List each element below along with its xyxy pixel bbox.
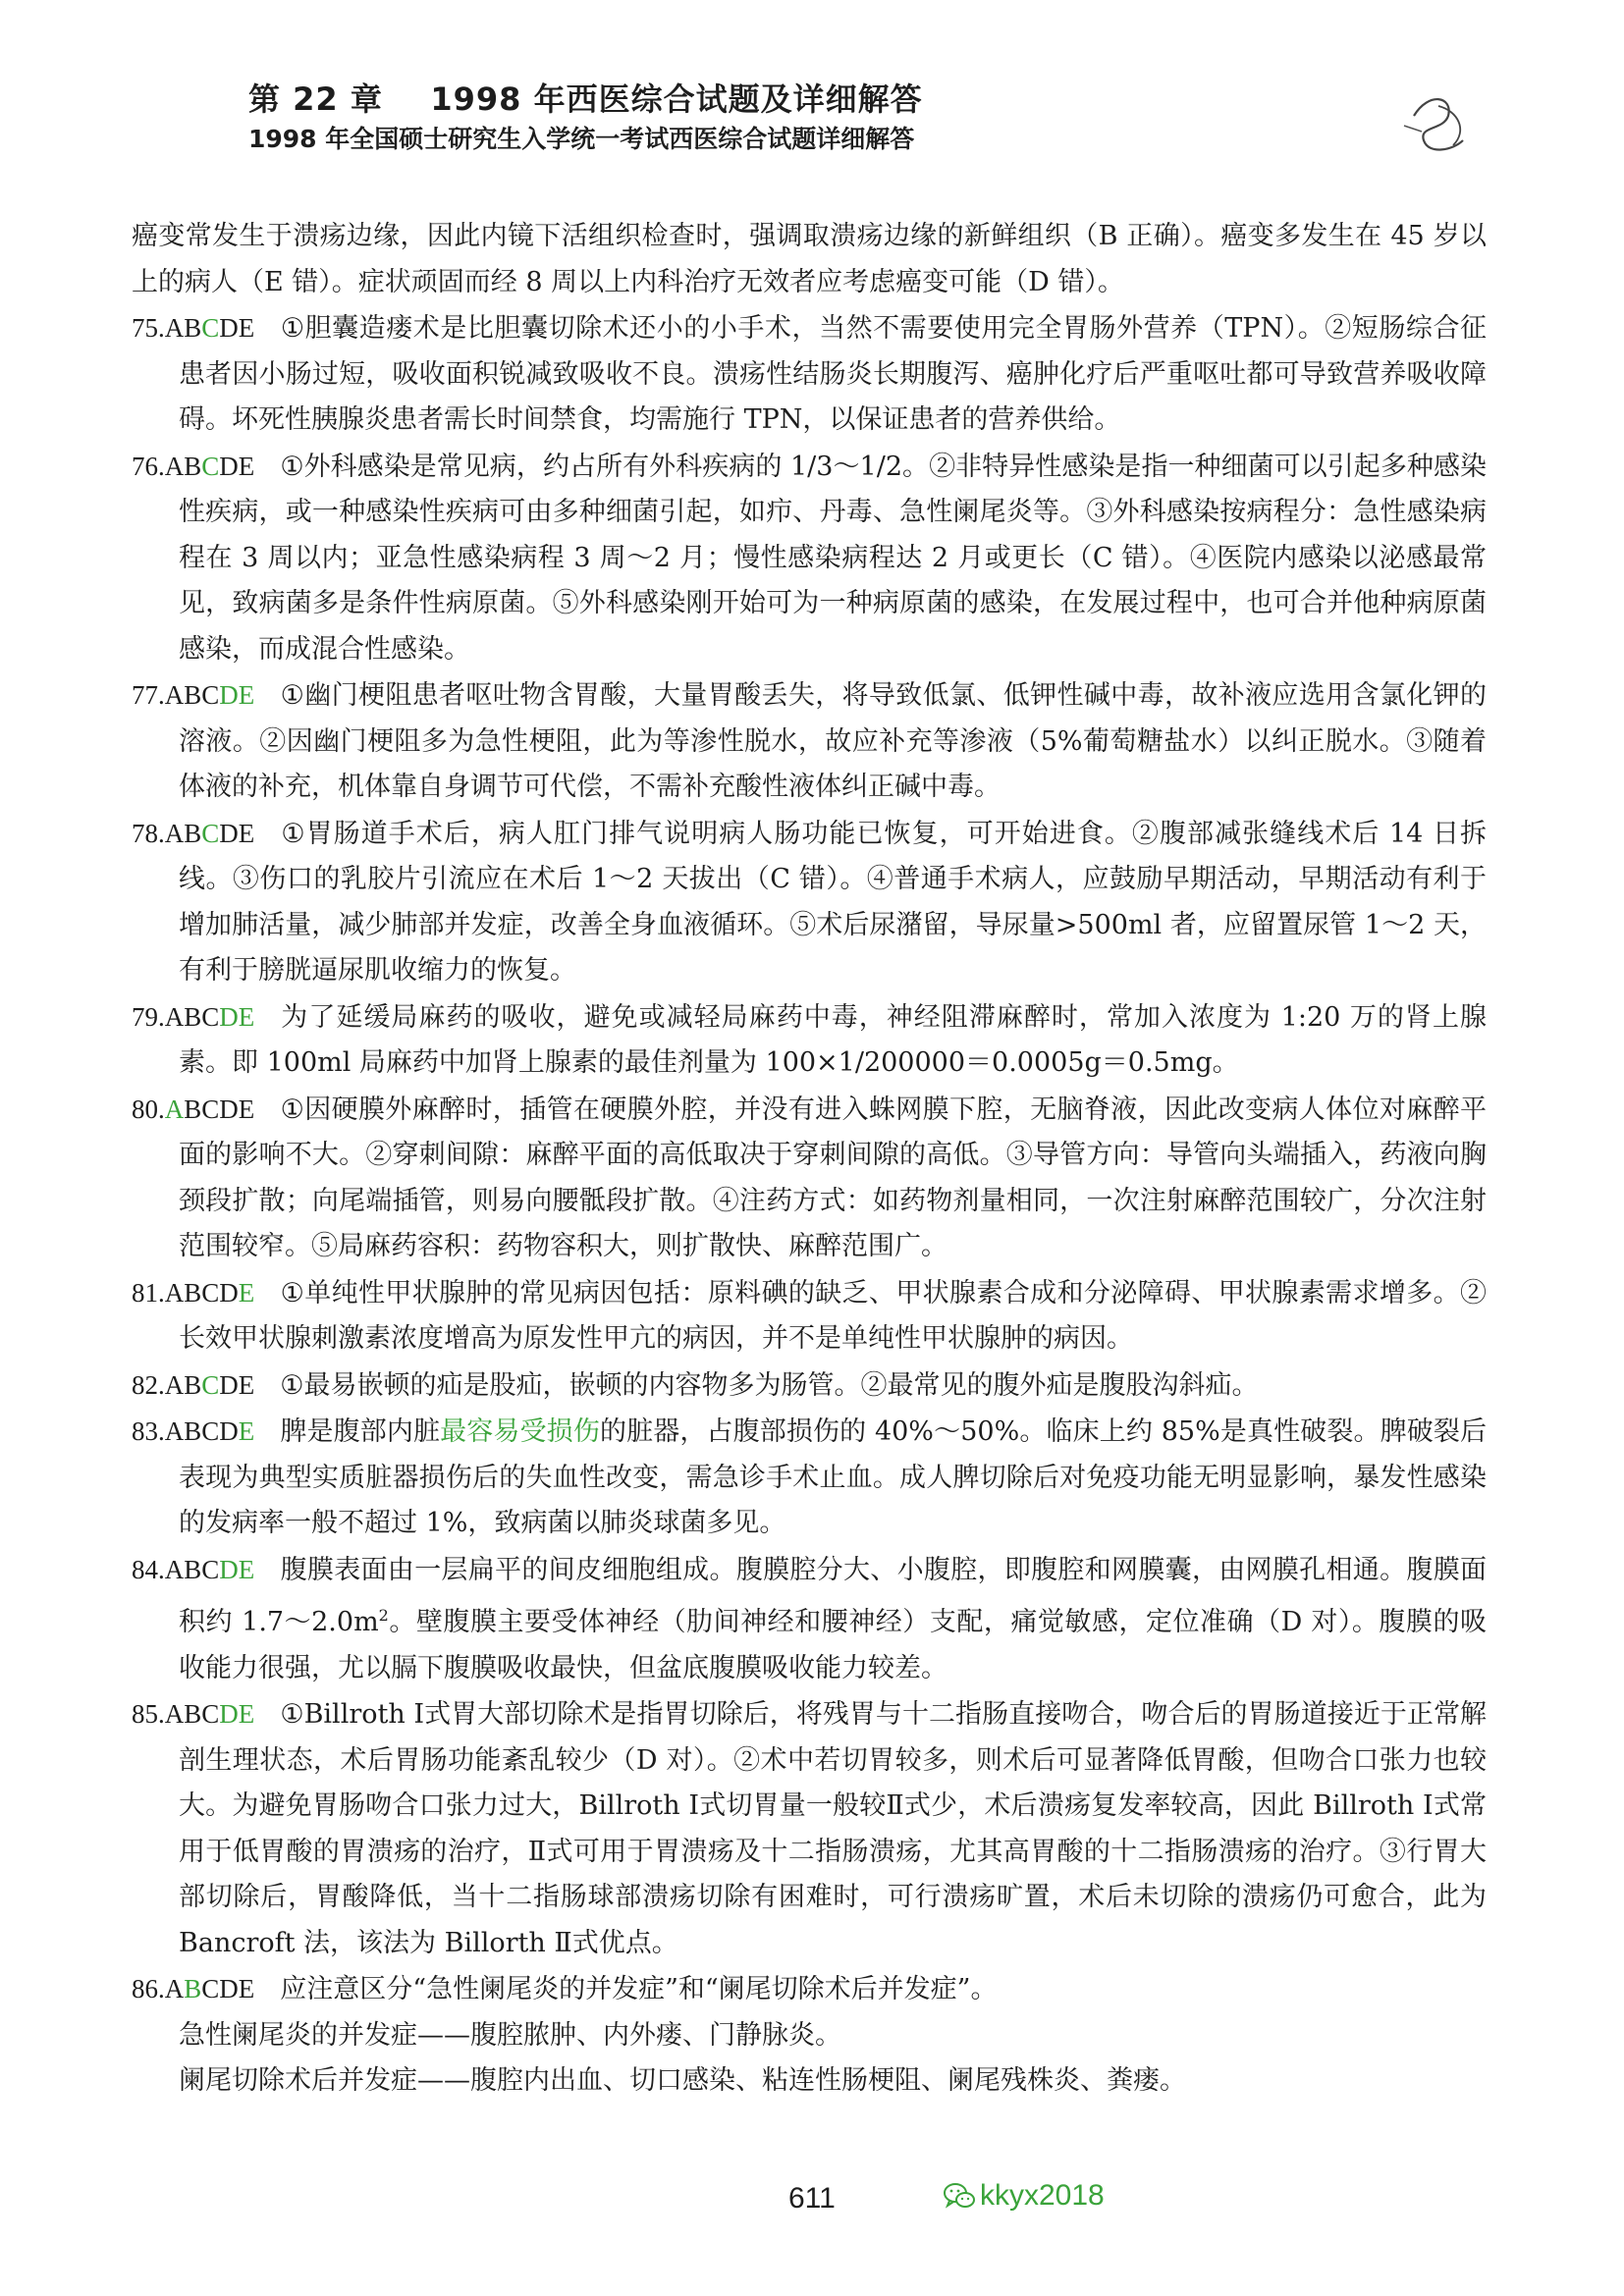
question-number: 82. [132,1369,165,1400]
answer-item-84 [132,1547,1487,1692]
answer-choices: ABCDE [164,1974,255,2003]
answer-item-78 [132,811,1487,994]
correct-answer: C [201,818,220,848]
correct-answer: C [201,313,220,343]
explanation-text-continued: 。壁腹膜主要受体神经（肋间神经和腰神经）支配，痛觉敏感，定位准确（D 对）。腹膜的吸收能力很强，尤以膈下腹膜吸收最快，但盆底腹膜吸收能力较差。 [179,1607,1487,1683]
explanation-text: 腹膜表面由一层扁平的间皮细胞组成。腹膜腔分大、小腹腔，即腹腔和网膜囊，由网膜孔相通。腹膜面积约 1.7～2.0m [179,1554,1487,1637]
answer-choices: ABCDE [164,1416,255,1446]
page-number: 611 [788,2182,836,2215]
exam-subtitle: 1998 年全国硕士研究生入学统一考试西医综合试题详细解答 [248,125,915,153]
answer-item-82 [132,1362,1487,1410]
wechat-icon [943,2181,976,2211]
answer-item-85 [132,1691,1487,1966]
complication-line-1: 急性阑尾炎的并发症——腹腔脓肿、内外瘘、门静脉炎。 [179,2019,841,2051]
correct-answer: B [184,1974,202,2003]
explanation-text: 应注意区分“急性阑尾炎的并发症”和“阑尾切除术后并发症”。 [280,1974,998,2004]
answer-choices: ABCDE [164,1277,255,1308]
answer-choices: ABCDE [164,1001,255,1032]
answer-item-80 [132,1087,1487,1270]
explanation-text: ①幽门梗阻患者呕吐物含胃酸，大量胃酸丢失，将导致低氯、低钾性碱中毒，故补液应选用含氯化钾的溶液。②因幽门梗阻多为急性梗阻，此为等渗性脱水，故应补充等渗液（5%葡萄糖盐水）以纠正脱水。③随着体液的补充，机体靠自身调节可代偿，不需补充酸性液体纠正碱中毒。 [179,680,1487,802]
handwritten-scribble-icon [1394,86,1483,165]
answer-content [132,214,1487,2105]
watermark-text: kkyx2018 [980,2179,1105,2212]
answer-item-81 [132,1270,1487,1362]
answer-choices: ABCDE [164,818,255,848]
page-header [248,79,1427,157]
correct-answer: DE [219,1699,255,1729]
question-number: 86. [132,1974,165,2003]
answer-choices: ABCDE [164,1699,255,1729]
explanation-text: ①因硬膜外麻醉时，插管在硬膜外腔，并没有进入蛛网膜下腔，无脑脊液，因此改变病人体位对麻醉平面的影响不大。②穿刺间隙：麻醉平面的高低取决于穿刺间隙的高低。③导管方向：导管向头端插入，药液向胸颈段扩散；向尾端插管，则易向腰骶段扩散。④注药方式：如药物剂量相同，一次注射麻醉范围较广，分次注射范围较窄。⑤局麻药容积：药物容积大，则扩散快、麻醉范围广。 [179,1094,1487,1261]
intro-paragraph: 癌变常发生于溃疡边缘，因此内镜下活组织检查时，强调取溃疡边缘的新鲜组织（B 正确）。癌变多发生在 45 岁以上的病人（E 错）。症状顽固而经 8 周以上内科治疗无效者应考虑癌变可能（D 错）。 [132,221,1487,297]
question-number: 83. [132,1416,165,1446]
question-number: 76. [132,451,165,481]
correct-answer: DE [219,680,255,710]
question-number: 75. [132,313,165,343]
answer-item-79 [132,994,1487,1087]
explanation-text-continued: 的脏器，占腹部损伤的 40%～50%。临床上约 85%是真性破裂。脾破裂后表现为典型实质脏器损伤后的失血性改变，需急诊手术止血。成人脾切除后对免疫功能无明显影响，暴发性感染的发病率一般不超过 1%，致病菌以肺炎球菌多见。 [179,1416,1488,1538]
correct-answer: E [238,1416,255,1446]
question-number: 78. [132,818,165,848]
chapter-title: 第 22 章 1998 年西医综合试题及详细解答 [248,80,923,118]
explanation-text: ①胃肠道手术后，病人肛门排气说明病人肠功能已恢复，可开始进食。②腹部减张缝线术后 14 日拆线。③伤口的乳胶片引流应在术后 1～2 天拔出（C 错）。④普通手术病人，应鼓励早期活动，早期活动有利于增加肺活量，减少肺部并发症，改善全身血液循环。⑤术后尿潴留，导尿量>500ml 者，应留置尿管 1～2 天，有利于膀胱逼尿肌收缩力的恢复。 [179,818,1487,986]
answer-item-86 [132,1966,1487,2013]
question-number: 80. [132,1094,165,1124]
question-number: 79. [132,1001,165,1032]
watermark [943,2179,1105,2213]
correct-answer: DE [219,1001,255,1032]
answer-item-75 [132,305,1487,444]
correct-answer: DE [219,1554,255,1584]
correct-answer: C [201,1369,220,1400]
answer-item-77 [132,672,1487,811]
answer-item-76 [132,444,1487,673]
complication-line-2: 阑尾切除术后并发症——腹腔内出血、切口感染、粘连性肠梗阻、阑尾残株炎、粪瘘。 [179,2065,1186,2096]
explanation-text: ①胆囊造瘘术是比胆囊切除术还小的小手术，当然不需要使用完全胃肠外营养（TPN）。②短肠综合征患者因小肠过短，吸收面积锐减致吸收不良。溃疡性结肠炎长期腹泻、癌肿化疗后严重呕吐都可导致营养吸收障碍。坏死性胰腺炎患者需长时间禁食，均需施行 TPN，以保证患者的营养供给。 [179,313,1487,435]
answer-choices: ABCDE [164,1554,255,1584]
explanation-text: ①外科感染是常见病，约占所有外科疾病的 1/3～1/2。②非特异性感染是指一种细菌可以引起多种感染性疾病，或一种感染性疾病可由多种细菌引起，如疖、丹毒、急性阑尾炎等。③外科感染按病程分：急性感染病程在 3 周以内；亚急性感染病程 3 周～2 月；慢性感染病程达 2 月或更长（C 错）。④医院内感染以泌感最常见，致病菌多是条件性病原菌。⑤外科感染刚开始可为一种病原菌的感染，在发展过程中，也可合并他种病原菌感染，而成混合性感染。 [179,451,1487,665]
explanation-text: 脾是腹部内脏 [280,1416,441,1447]
correct-answer: C [201,451,220,481]
correct-answer: E [238,1277,255,1308]
explanation-text: ①Billroth Ⅰ式胃大部切除术是指胃切除后，将残胃与十二指肠直接吻合，吻合后的胃肠道接近于正常解剖生理状态，术后胃肠功能紊乱较少（D 对）。②术中若切胃较多，则术后可显著降低胃酸，但吻合口张力也较大。为避免胃肠吻合口张力过大，Billroth Ⅰ式切胃量一般较Ⅱ式少，术后溃疡复发率较高，因此 Billroth Ⅰ式常用于低胃酸的胃溃疡的治疗，Ⅱ式可用于胃溃疡及十二指肠溃疡，尤其高胃酸的十二指肠溃疡的治疗。③行胃大部切除后，胃酸降低，当十二指肠球部溃疡切除有困难时，可行溃疡旷置，术后未切除的溃疡仍可愈合，此为 Bancroft 法，该法为 Billorth Ⅱ式优点。 [179,1699,1487,1958]
explanation-text: ①单纯性甲状腺肿的常见病因包括：原料碘的缺乏、甲状腺素合成和分泌障碍、甲状腺素需求增多。②长效甲状腺刺激素浓度增高为原发性甲亢的病因，并不是单纯性甲状腺肿的病因。 [179,1277,1487,1354]
answer-choices: ABCDE [164,1094,255,1124]
answer-choices: ABCDE [164,451,255,481]
question-number: 77. [132,680,165,710]
explanation-text: ①最易嵌顿的疝是股疝，嵌顿的内容物多为肠管。②最常见的腹外疝是腹股沟斜疝。 [280,1369,1259,1401]
explanation-text: 为了延缓局麻药的吸收，避免或减轻局麻药中毒，神经阻滞麻醉时，常加入浓度为 1:20 万的肾上腺素。即 100ml 局麻药中加肾上腺素的最佳剂量为 100×1/200000＝0.0005g＝0.5mg。 [179,1001,1487,1078]
answer-choices: ABCDE [164,1369,255,1400]
question-number: 81. [132,1277,165,1308]
correct-answer: A [164,1094,185,1124]
answer-choices: ABCDE [164,313,255,343]
question-number: 85. [132,1699,165,1729]
highlighted-phrase: 最容易受损伤 [440,1416,600,1447]
answer-choices: ABCDE [164,680,255,710]
question-number: 84. [132,1554,165,1584]
answer-item-83 [132,1409,1487,1547]
superscript: 2 [378,1606,389,1625]
